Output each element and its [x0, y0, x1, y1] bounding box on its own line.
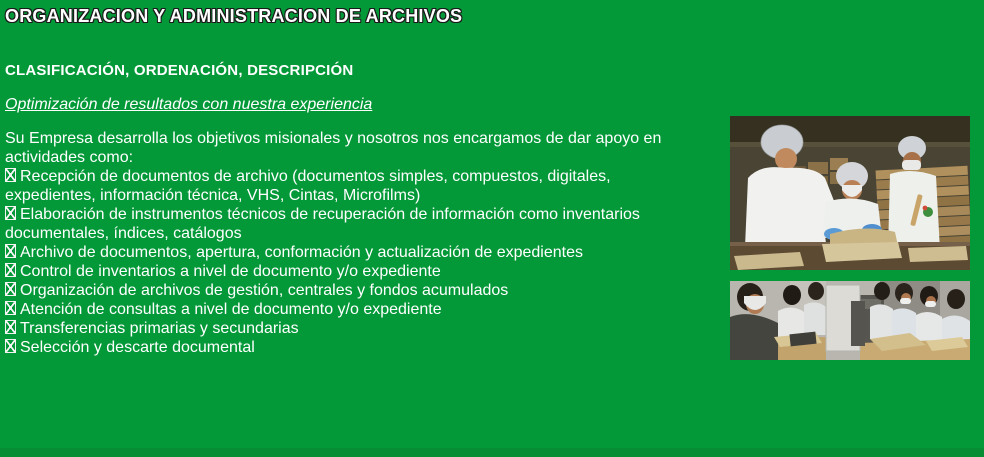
services-text-block	[5, 129, 677, 357]
photo-archive-processing	[730, 116, 970, 270]
service-item-text: Transferencias primarias y secundarias	[20, 320, 299, 337]
service-item	[5, 281, 677, 300]
service-item	[5, 243, 677, 262]
checkbox-x-icon	[5, 320, 16, 334]
service-item-text: Recepción de documentos de archivo (documentos simples, compuestos, digitales, expedientes, información técnica, VHS, Cintas, Microfilms)	[5, 168, 611, 204]
service-item-text: Archivo de documentos, apertura, conformación y actualización de expedientes	[20, 244, 583, 261]
checkbox-x-icon	[5, 263, 16, 277]
tagline: Optimización de resultados con nuestra experiencia	[5, 96, 373, 113]
service-item	[5, 167, 677, 205]
service-item	[5, 262, 677, 281]
service-item-text: Organización de archivos de gestión, centrales y fondos acumulados	[20, 282, 509, 299]
checkbox-x-icon	[5, 282, 16, 296]
section-heading: CLASIFICACIÓN, ORDENACIÓN, DESCRIPCIÓN	[5, 62, 354, 79]
service-item-text: Selección y descarte documental	[20, 339, 255, 356]
service-item	[5, 300, 677, 319]
checkbox-x-icon	[5, 339, 16, 353]
checkbox-x-icon	[5, 301, 16, 315]
service-item	[5, 319, 677, 338]
footer-bar	[0, 448, 984, 457]
service-item	[5, 338, 677, 357]
photo-office-staff	[730, 281, 970, 360]
service-item	[5, 205, 677, 243]
page-title: ORGANIZACION Y ADMINISTRACION DE ARCHIVOS	[5, 6, 463, 26]
checkbox-x-icon	[5, 244, 16, 258]
checkbox-x-icon	[5, 168, 16, 182]
service-item-text: Control de inventarios a nivel de documento y/o expediente	[20, 263, 441, 280]
service-item-text: Elaboración de instrumentos técnicos de recuperación de información como inventarios documentales, índices, catálogos	[5, 206, 640, 242]
service-item-text: Atención de consultas a nivel de documento y/o expediente	[20, 301, 442, 318]
checkbox-x-icon	[5, 206, 16, 220]
intro-paragraph: Su Empresa desarrolla los objetivos misionales y nosotros nos encargamos de dar apoyo en actividades como:	[5, 130, 662, 166]
